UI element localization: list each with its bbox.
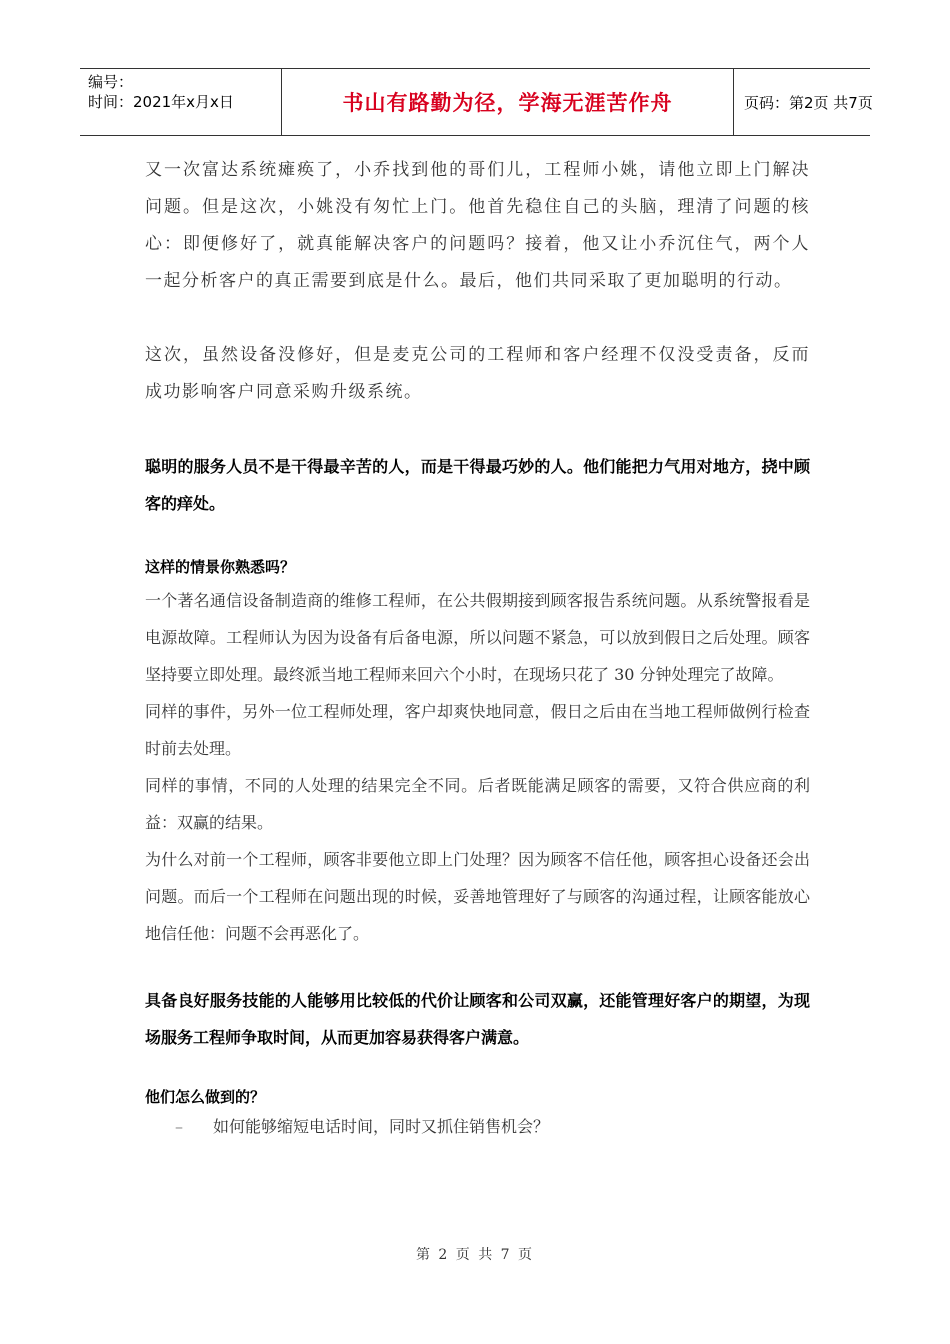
bullet-dash: – [175, 1117, 183, 1136]
header-page-cell [734, 69, 873, 135]
header-meta [80, 69, 282, 135]
header-motto-cell [282, 69, 734, 135]
paragraph-key-point: 聪明的服务人员不是干得最辛苦的人，而是干得最巧妙的人。他们能把力气用对地方，挠中顾客的痒处。 [145, 457, 810, 513]
paragraph-case-two: 同样的事件，另外一位工程师处理，客户却爽快地同意，假日之后由在当地工程师做例行检查时前去处理。 [145, 702, 810, 758]
section-heading-scenario: 这样的情景你熟悉吗？ [145, 558, 296, 576]
paragraph-comparison: 同样的事情，不同的人处理的结果完全不同。后者既能满足顾客的需要，又符合供应商的利益：双赢的结果。 [145, 776, 810, 832]
section-heading-how: 他们怎么做到的？ [145, 1088, 266, 1106]
paragraph-case-one: 一个著名通信设备制造商的维修工程师，在公共假期接到顾客报告系统问题。从系统警报看是电源故障。工程师认为因为设备有后备电源，所以问题不紧急，可以放到假日之后处理。顾客坚持要立即处理。最终派当地工程师来回六个小时，在现场只花了 30 分钟处理完了故障。 [145, 591, 810, 684]
page-header [80, 68, 873, 136]
paragraph-story: 又一次富达系统瘫痪了，小乔找到他的哥们儿，工程师小姚，请他立即上门解决问题。但是这次，小姚没有匆忙上门。他首先稳住自己的头脑，理清了问题的核心：即便修好了，就真能解决客户的问题吗？接着，他又让小乔沉住气，两个人一起分析客户的真正需要到底是什么。最后，他们共同采取了更加聪明的行动。 [145, 160, 810, 291]
bullet-text: 如何能够缩短电话时间，同时又抓住销售机会？ [213, 1117, 550, 1136]
page-footer: 第 2 页 共 7 页 [415, 1247, 535, 1263]
paragraph-result: 这次，虽然设备没修好，但是麦克公司的工程师和客户经理不仅没受责备，反而成功影响客户同意采购升级系统。 [145, 345, 810, 402]
document-body [145, 152, 810, 1142]
paragraph-analysis: 为什么对前一个工程师，顾客非要他立即上门处理？因为顾客不信任他，顾客担心设备还会出问题。而后一个工程师在问题出现的时候，妥善地管理好了与顾客的沟通过程，让顾客能放心地信任他：问题不会再恶化了。 [145, 850, 810, 943]
document-number: 编号： [88, 73, 134, 91]
header-motto: 书山有路勤为径，学海无涯苦作舟 [342, 91, 673, 115]
header-page-number: 页码：第2页 共7页 [744, 93, 873, 112]
list-item [175, 1112, 810, 1142]
paragraph-summary: 具备良好服务技能的人能够用比较低的代价让顾客和公司双赢，还能管理好客户的期望，为现场服务工程师争取时间，从而更加容易获得客户满意。 [145, 991, 810, 1047]
document-date: 时间：2021年x月x日 [88, 93, 234, 111]
